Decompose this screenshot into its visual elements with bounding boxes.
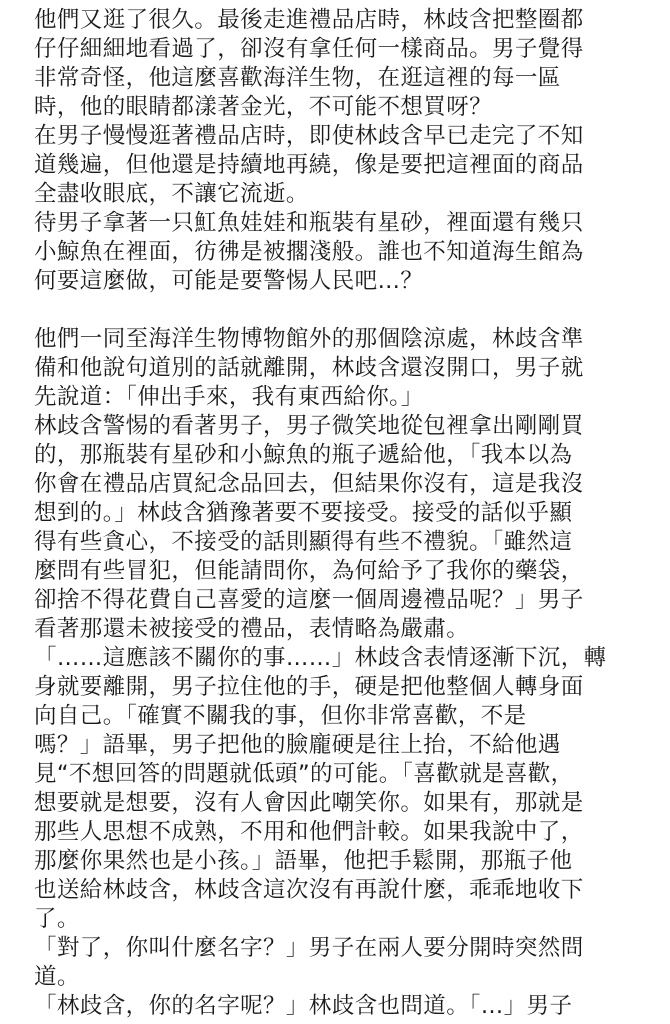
text-line: 嗎？」語畢，男子把他的臉龐硬是往上抬，不給他遇 [34, 732, 561, 758]
text-line: 也送給林歧含，林歧含這次沒有再說什麼，乖乖地收下 [34, 877, 584, 903]
text-line: 全盡收眼底，不讓它流逝。 [34, 181, 309, 207]
text-line: 的，那瓶裝有星砂和小鯨魚的瓶子遞給他，「我本以為 [34, 442, 573, 468]
text-line: 時，他的眼睛都漾著金光，不可能不想買呀？ [34, 94, 493, 120]
text-line: 身就要離開，男子拉住他的手，硬是把他整個人轉身面 [34, 674, 584, 700]
text-line: 麼問有些冒犯，但能請問你，為何給予了我你的藥袋， [34, 558, 584, 584]
text-line: 卻捨不得花費自己喜愛的這麼一個周邊禮品呢？」男子 [34, 587, 584, 613]
text-line: 道。 [34, 964, 80, 990]
text-line: 見“不想回答的問題就低頭”的可能。「喜歡就是喜歡， [34, 761, 574, 787]
text-line: 他們一同至海洋生物博物館外的那個陰涼處，林歧含準 [34, 326, 584, 352]
text-line: 了。 [34, 906, 80, 932]
text-line: 你會在禮品店買紀念品回去，但結果你沒有，這是我沒 [34, 471, 584, 497]
text-line: 那麼你果然也是小孩。」語畢，他把手鬆開，那瓶子他 [34, 848, 573, 874]
text-line: 「……這應該不關你的事……」林歧含表情逐漸下沉，轉 [34, 645, 607, 671]
text-line: 向自己。「確實不關我的事，但你非常喜歡，不是 [34, 703, 527, 729]
story-text [34, 6, 639, 1021]
text-line: 想到的。」林歧含猶豫著要不要接受。接受的話似乎顯 [34, 500, 573, 526]
text-line: 在男子慢慢逛著禮品店時，即使林歧含早已走完了不知 [34, 123, 584, 149]
text-line: 林歧含警惕的看著男子，男子微笑地從包裡拿出剛剛買 [34, 413, 584, 439]
text-line: 「林歧含，你的名字呢？」林歧含也問道。「…」男子 [34, 993, 573, 1019]
text-line: 「對了，你叫什麼名字？」男子在兩人要分開時突然問 [34, 935, 584, 961]
text-line: 備和他說句道別的話就離開，林歧含還沒開口，男子就 [34, 355, 584, 381]
text-line: 何要這麼做，可能是要警惕人民吧…？ [34, 268, 424, 294]
text-line: 那些人思想不成熟，不用和他們計較。如果我說中了， [34, 819, 584, 845]
text-line: 得有些貪心，不接受的話則顯得有些不禮貌。「雖然這 [34, 529, 573, 555]
text-line: 非常奇怪，他這麼喜歡海洋生物，在逛這裡的每一區 [34, 65, 561, 91]
text-line: 先說道：「伸出手來，我有東西給你。」 [34, 384, 424, 410]
text-line: 想要就是想要，沒有人會因此嘲笑你。如果有，那就是 [34, 790, 584, 816]
text-line: 看著那還未被接受的禮品，表情略為嚴肅。 [34, 616, 470, 642]
paragraph-break [34, 296, 639, 325]
text-line: 小鯨魚在裡面，彷彿是被擱淺般。誰也不知道海生館為 [34, 239, 584, 265]
text-line: 道幾遍，但他還是持續地再繞，像是要把這裡面的商品 [34, 152, 584, 178]
text-line: 他們又逛了很久。最後走進禮品店時，林歧含把整圈都 [34, 7, 584, 33]
text-line: 待男子拿著一只魟魚娃娃和瓶裝有星砂，裡面還有幾只 [34, 210, 584, 236]
text-line: 仔仔細細地看過了，卻沒有拿任何一樣商品。男子覺得 [34, 36, 584, 62]
